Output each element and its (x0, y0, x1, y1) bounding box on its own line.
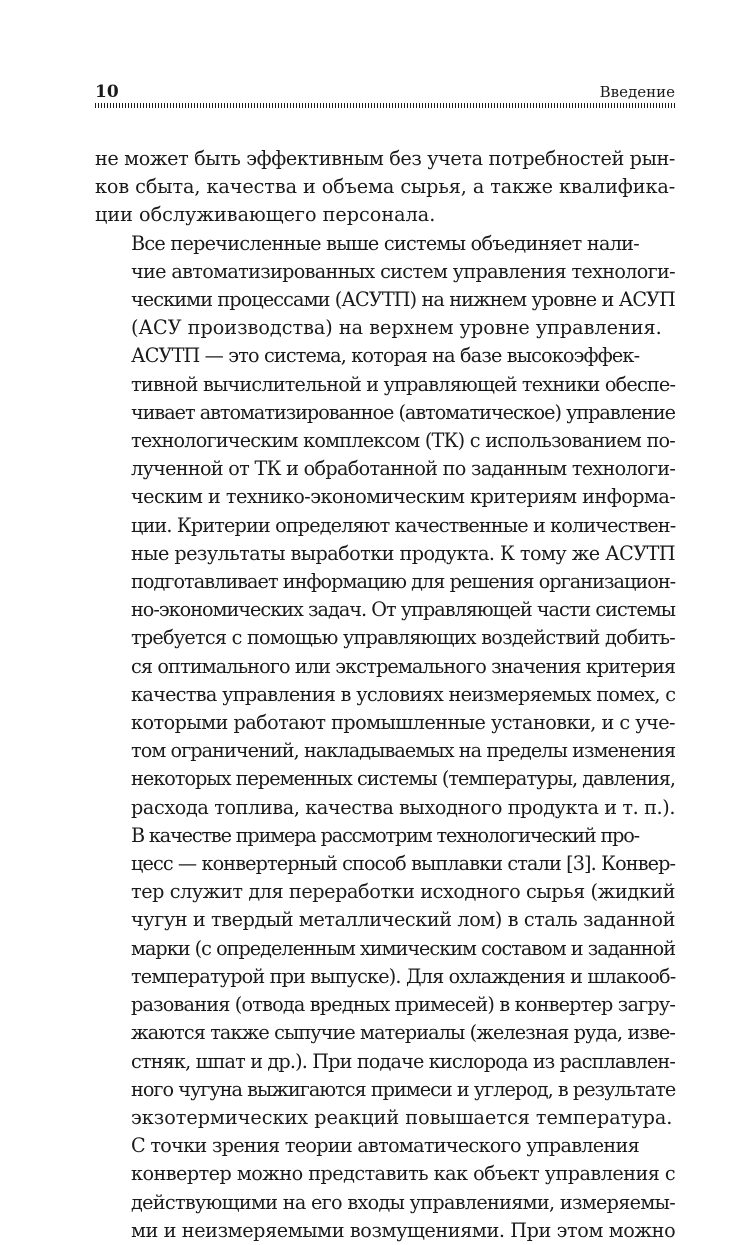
paragraph-5 (95, 1132, 675, 1245)
paragraph-1 (95, 145, 675, 230)
text-line: ные результаты выработки продукта. К тому же АСУТП (131, 541, 676, 565)
text-line: ции обслуживающего персонала. (95, 203, 436, 227)
page-number: 10 (95, 82, 119, 102)
paragraph-4 (95, 822, 675, 1132)
body-text (95, 145, 675, 1245)
text-line: тер служит для переработки исходного сырья (жидкий (131, 880, 676, 904)
text-line: разования (отвода вредных примесей) в конвертер загру- (131, 993, 676, 1017)
text-line: чугун и твердый металлический лом) в сталь заданной (131, 908, 675, 932)
text-line: подготавливает информацию для решения организацион- (131, 570, 676, 594)
text-line: том ограничений, накладываемых на пределы изменения (131, 739, 676, 763)
header-rule (95, 103, 675, 108)
text-line: чивает автоматизированное (автоматическое) управление (131, 400, 675, 424)
text-line: Все перечисленные выше системы объединяет нали- (131, 231, 640, 255)
text-line: действующими на его входы управлениями, измеряемы- (131, 1190, 675, 1214)
text-line: В качестве примера рассмотрим технологический про- (131, 823, 639, 847)
text-line: расхода топлива, качества выходного продукта и т. п.). (131, 795, 676, 819)
text-line: некоторых переменных системы (температуры, давления, (131, 767, 675, 791)
text-line: но-экономических задач. От управляющей части системы (131, 598, 675, 622)
text-line: АСУТП — это система, которая на базе высокоэффек- (131, 344, 640, 368)
text-line: ческим и технико-экономическим критериям информа- (131, 485, 676, 509)
text-line: ся оптимального или экстремального значения критерия (131, 654, 676, 678)
text-line: которыми работают промышленные установки, и с уче- (131, 711, 675, 735)
text-line: марки (с определенным химическим составом и заданной (131, 936, 675, 960)
book-page (95, 78, 676, 1242)
text-line: требуется с помощью управляющих воздействий добить- (131, 626, 675, 650)
paragraph-3 (95, 342, 675, 821)
text-line: цесс — конвертерный способ выплавки стали [3]. Конвер- (131, 852, 676, 876)
text-line: лученной от ТК и обработанной по заданным технологи- (131, 457, 676, 481)
text-line: (АСУ производства) на верхнем уровне управления. (131, 316, 662, 340)
text-line: стняк, шпат и др.). При подаче кислорода из расплавлен- (131, 1049, 675, 1073)
text-line: ного чугуна выжигаются примеси и углерод, в результате (131, 1077, 676, 1101)
text-line: ции. Критерии определяют качественные и количествен- (131, 513, 676, 537)
page-header (95, 78, 675, 102)
text-line: тивной вычислительной и управляющей техники обеспе- (131, 372, 676, 396)
text-line: ков сбыта, качества и объема сырья, а также квалифика- (95, 175, 676, 199)
text-line: конвертер можно представить как объект управления с (131, 1162, 676, 1186)
text-line: качества управления в условиях неизмеряемых помех, с (131, 682, 676, 706)
text-line: не может быть эффективным без учета потребностей рын- (95, 147, 675, 170)
text-line: экзотермических реакций повышается температура. (131, 1105, 673, 1129)
text-line: С точки зрения теории автоматического управления (131, 1134, 639, 1158)
text-line: температурой при выпуске). Для охлаждения и шлакооб- (131, 964, 676, 988)
text-line: технологическим комплексом (ТК) с использованием по- (131, 429, 675, 453)
text-line: жаются также сыпучие материалы (железная руда, изве- (131, 1021, 675, 1045)
running-title: Введение (599, 83, 675, 101)
paragraph-2 (95, 230, 675, 343)
text-line: чие автоматизированных систем управления технологи- (131, 259, 675, 283)
text-line: ми и неизмеряемыми возмущениями. При этом можно (131, 1218, 676, 1242)
text-line: ческими процессами (АСУТП) на нижнем уровне и АСУП (131, 288, 675, 312)
